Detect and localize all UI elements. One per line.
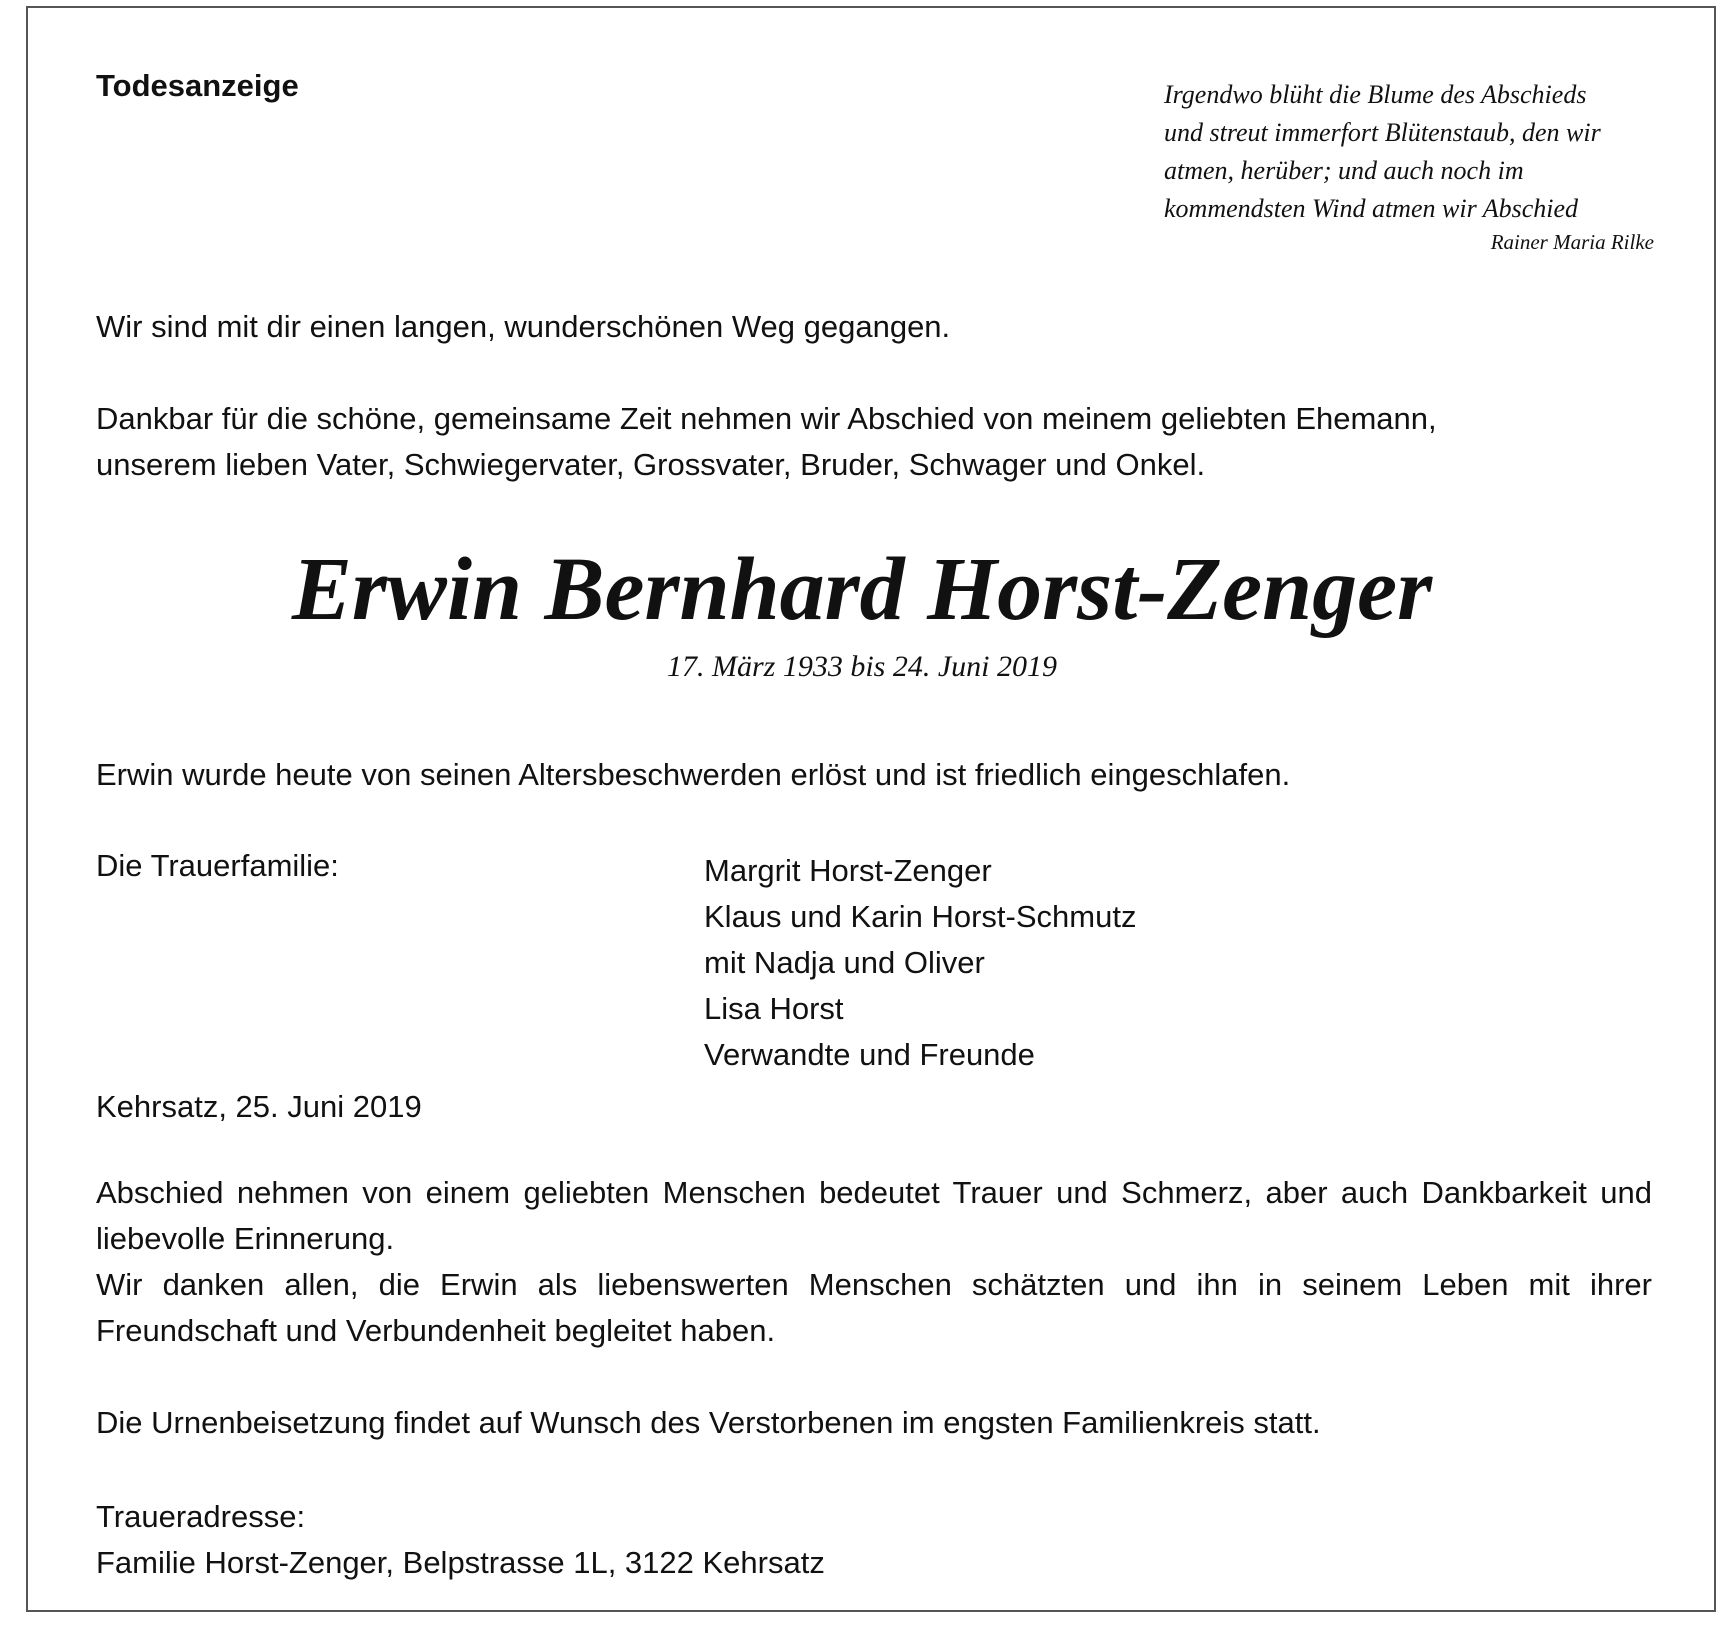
family-member: Verwandte und Freunde: [704, 1037, 1035, 1072]
thanks-line-1: Dankbar für die schöne, gemeinsame Zeit nehmen wir Abschied von meinem geliebten Ehemann,: [96, 401, 1437, 436]
quote-author: Rainer Maria Rilke: [1490, 230, 1654, 254]
intro-text: Wir sind mit dir einen langen, wunderschönen Weg gegangen.: [96, 309, 951, 344]
life-dates: 17. März 1933 bis 24. Juni 2019: [667, 650, 1057, 683]
family-member: Klaus und Karin Horst-Schmutz: [704, 899, 1137, 934]
place-date: Kehrsatz, 25. Juni 2019: [96, 1089, 422, 1124]
farewell-paragraph-2: Wir danken allen, die Erwin als liebenswerten Menschen schätzten und ihn in seinem Leben mit ihrer Freundschaft und Verbundenheit begleitet haben.: [96, 1267, 1652, 1348]
family-label: Die Trauerfamilie:: [96, 848, 339, 883]
notice-type-label: Todesanzeige: [96, 68, 299, 103]
address-label: Traueradresse:: [96, 1499, 306, 1534]
burial-text: Die Urnenbeisetzung findet auf Wunsch des Verstorbenen im engsten Familienkreis statt.: [96, 1405, 1321, 1440]
quote-line: Irgendwo blüht die Blume des Abschieds: [1164, 80, 1587, 109]
rilke-quote: [1164, 76, 1654, 228]
deceased-name: Erwin Bernhard Horst-Zenger: [291, 540, 1433, 639]
passing-text: Erwin wurde heute von seinen Altersbeschwerden erlöst und ist friedlich eingeschlafen.: [96, 757, 1291, 792]
family-member: Lisa Horst: [704, 991, 844, 1026]
farewell-paragraph-1: Abschied nehmen von einem geliebten Menschen bedeutet Trauer und Schmerz, aber auch Dankbarkeit und liebevolle Erinnerung.: [96, 1175, 1652, 1256]
quote-line: atmen, herüber; und auch noch im: [1164, 156, 1524, 185]
quote-line: kommendsten Wind atmen wir Abschied: [1164, 194, 1579, 223]
address-value: Familie Horst-Zenger, Belpstrasse 1L, 3122 Kehrsatz: [96, 1545, 825, 1580]
thanks-line-2: unserem lieben Vater, Schwiegervater, Grossvater, Bruder, Schwager und Onkel.: [96, 447, 1206, 482]
family-member: Margrit Horst-Zenger: [704, 853, 992, 888]
family-member: mit Nadja und Oliver: [704, 945, 985, 980]
quote-line: und streut immerfort Blütenstaub, den wir: [1164, 118, 1601, 147]
family-members: [704, 848, 1136, 1078]
